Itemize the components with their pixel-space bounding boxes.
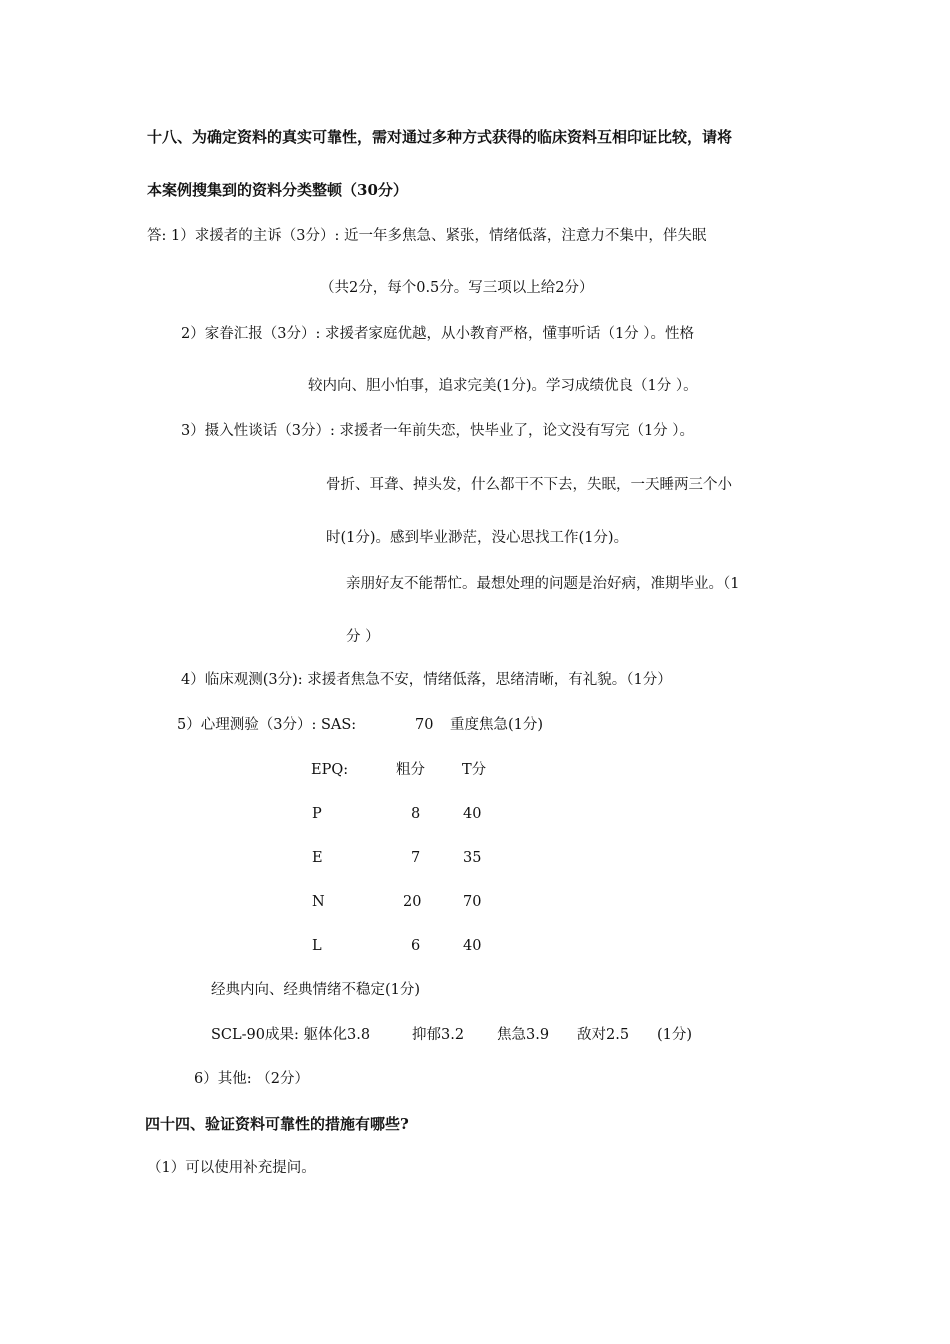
scl-anxiety: 焦急3.9: [497, 1027, 550, 1043]
answer-line-1b: （共2分，每个0.5分。写三项以上给2分）: [320, 280, 594, 296]
question-18-title-line2: 本案例搜集到的资料分类整顿（30分）: [147, 181, 408, 199]
answer-line-2: 2）家眷汇报（3分）: 求援者家庭优越，从小教育严格，懂事听话（1分 ）。性格: [181, 326, 695, 342]
epq-row-t: 35: [463, 850, 482, 866]
epq-header-raw: 粗分: [396, 762, 425, 778]
scl-label: SCL-90成果: 躯体化3.8: [211, 1027, 371, 1043]
epq-row-label: E: [312, 850, 323, 866]
scl-depression: 抑郁3.2: [412, 1027, 465, 1043]
epq-row-raw: 8: [411, 806, 421, 822]
answer-line-3d: 亲朋好友不能帮忙。最想处理的问题是治好病，准期毕业。（1: [346, 576, 740, 592]
scl-score: (1分): [657, 1027, 693, 1043]
epq-row-raw: 20: [403, 894, 422, 910]
answer-line-2b: 较内向、胆小怕事，追求完美(1分)。学习成绩优良（1分 ）。: [308, 378, 698, 394]
question-44-item-1: （1）可以使用补充提问。: [147, 1160, 316, 1176]
epq-row-label: L: [312, 938, 322, 954]
question-44-title: 四十四、验证资料可靠性的措施有哪些?: [145, 1115, 409, 1133]
epq-header-label: EPQ:: [311, 762, 349, 778]
epq-header-t: T分: [462, 762, 487, 778]
epq-row-raw: 7: [411, 850, 421, 866]
answer-line-3b: 骨折、耳聋、掉头发，什么都干不下去，失眠，一天睡两三个小: [326, 477, 732, 493]
answer-line-5-label: 5）心理测验（3分）: SAS:: [177, 717, 357, 733]
epq-row-label: N: [312, 894, 325, 910]
scl-hostility: 敌对2.5: [577, 1027, 630, 1043]
answer-line-7: 6）其他: （2分）: [194, 1071, 309, 1087]
answer-line-3: 3）摄入性谈话（3分）: 求援者一年前失恋，快毕业了，论文没有写完（1分 ）。: [181, 423, 695, 439]
answer-line-3e: 分 ）: [346, 629, 380, 645]
epq-row-raw: 6: [411, 938, 421, 954]
epq-row-t: 40: [463, 938, 482, 954]
epq-row-t: 70: [463, 894, 482, 910]
answer-line-6: 经典内向、经典情绪不稳定(1分): [211, 982, 421, 998]
answer-line-4: 4）临床观测(3分): 求援者焦急不安，情绪低落，思绪清晰，有礼貌。（1分）: [181, 672, 672, 688]
epq-row-label: P: [312, 806, 322, 822]
sas-value: 70: [415, 717, 434, 733]
answer-line-1: 答: 1）求援者的主诉（3分）: 近一年多焦急、紧张，情绪低落，注意力不集中，伴失眠: [147, 228, 707, 244]
answer-line-3c: 时(1分)。感到毕业渺茫，没心思找工作(1分)。: [326, 530, 629, 546]
question-18-title-line1: 十八、为确定资料的真实可靠性，需对通过多种方式获得的临床资料互相印证比较，请将: [147, 128, 733, 146]
sas-note: 重度焦急(1分): [450, 717, 544, 733]
epq-row-t: 40: [463, 806, 482, 822]
